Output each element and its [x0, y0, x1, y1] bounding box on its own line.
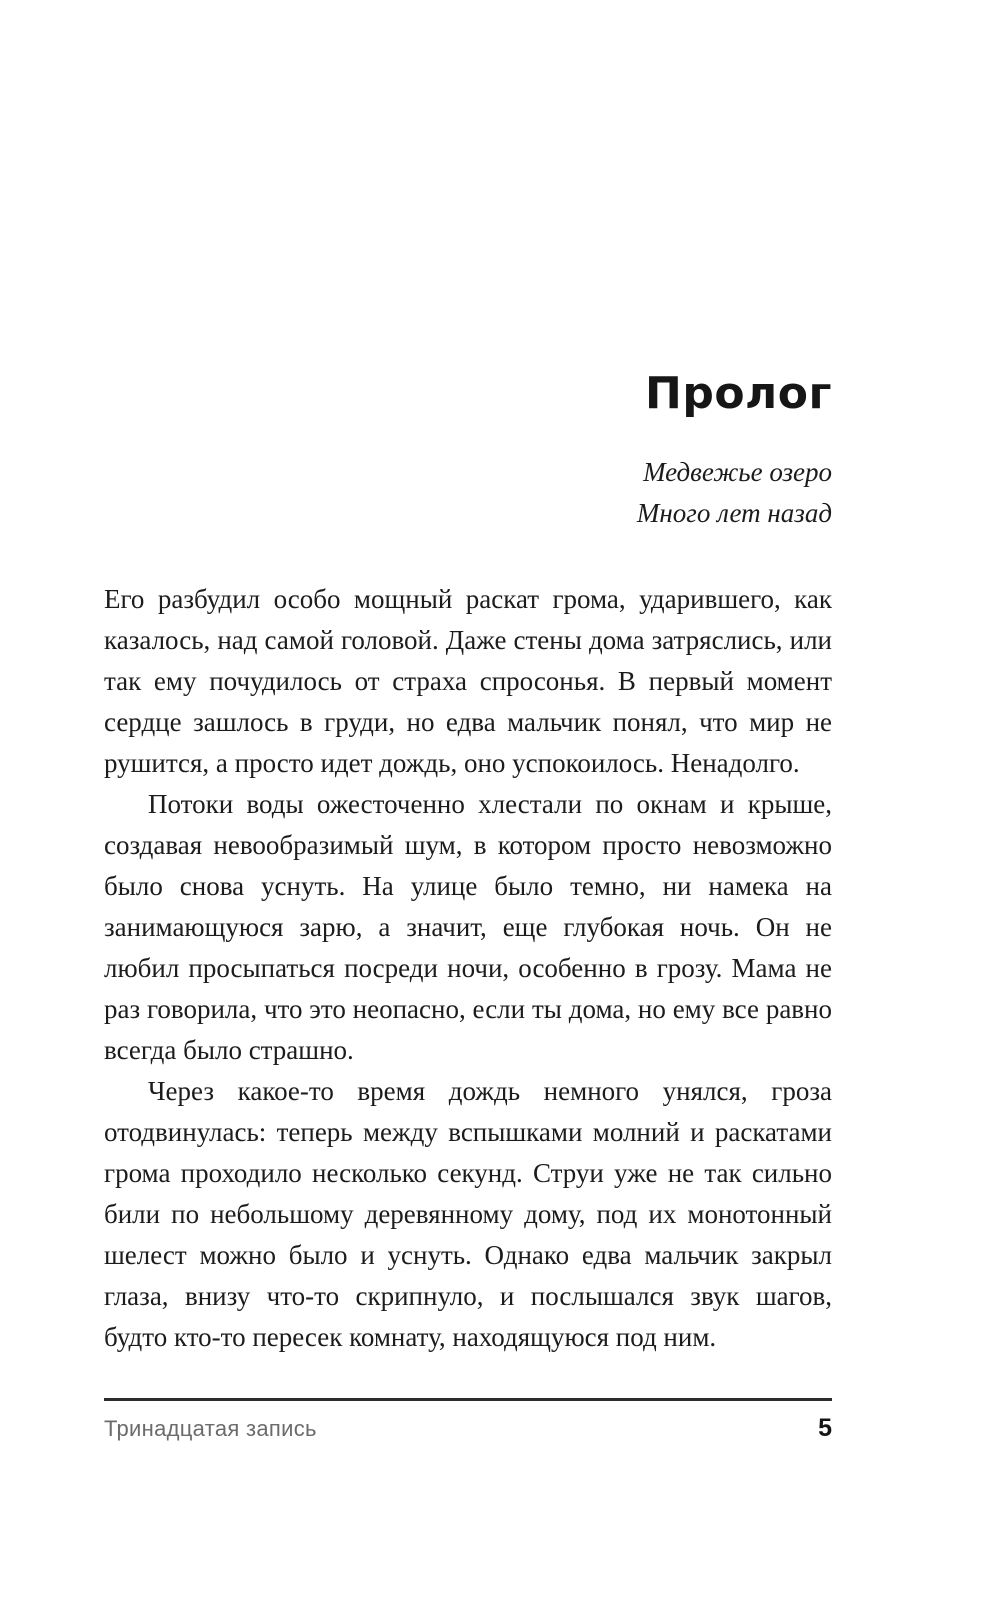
paragraph-3: Через какое-то время дождь немного унялся, гроза отодвинулась: теперь между вспышками молний и раскатами грома проходило несколько секунд. Струи уже не так сильно били по небольшому деревянному дому, под их монотонный шелест можно было и уснуть. Однако едва мальчик закрыл глаза, внизу что-то скрипнуло, и послышался звук шагов, будто кто-то пересек комнату, находящуюся под ним.: [104, 1076, 832, 1353]
footer-row: [104, 1401, 832, 1443]
page-number: 5: [818, 1414, 832, 1442]
epigraph-line-1: Медвежье озеро: [643, 457, 832, 488]
text-block: [104, 0, 832, 1358]
running-title: Тринадцатая запись: [104, 1416, 317, 1441]
chapter-title: Пролог: [645, 368, 832, 419]
paragraph-2: Потоки воды ожесточенно хлестали по окнам и крыше, создавая невообразимый шум, в котором просто невозможно было снова уснуть. На улице было темно, ни намека на занимающуюся зарю, а значит, еще глубокая ночь. Он не любил просыпаться посреди ночи, особенно в грозу. Мама не раз говорила, что это неопасно, если ты дома, но ему все равно всегда было страшно.: [104, 789, 832, 1066]
body-text: [104, 579, 832, 1358]
epigraph-line-2: Много лет назад: [636, 497, 832, 528]
epigraph: [104, 452, 832, 533]
paragraph-1: Его разбудил особо мощный раскат грома, ударившего, как казалось, над самой головой. Даже стены дома затряслись, или так ему почудилось от страха спросонья. В первый момент сердце зашлось в груди, но едва мальчик понял, что мир не рушится, а просто идет дождь, оно успокоилось. Ненадолго.: [104, 584, 832, 779]
page-footer: [104, 1398, 832, 1443]
